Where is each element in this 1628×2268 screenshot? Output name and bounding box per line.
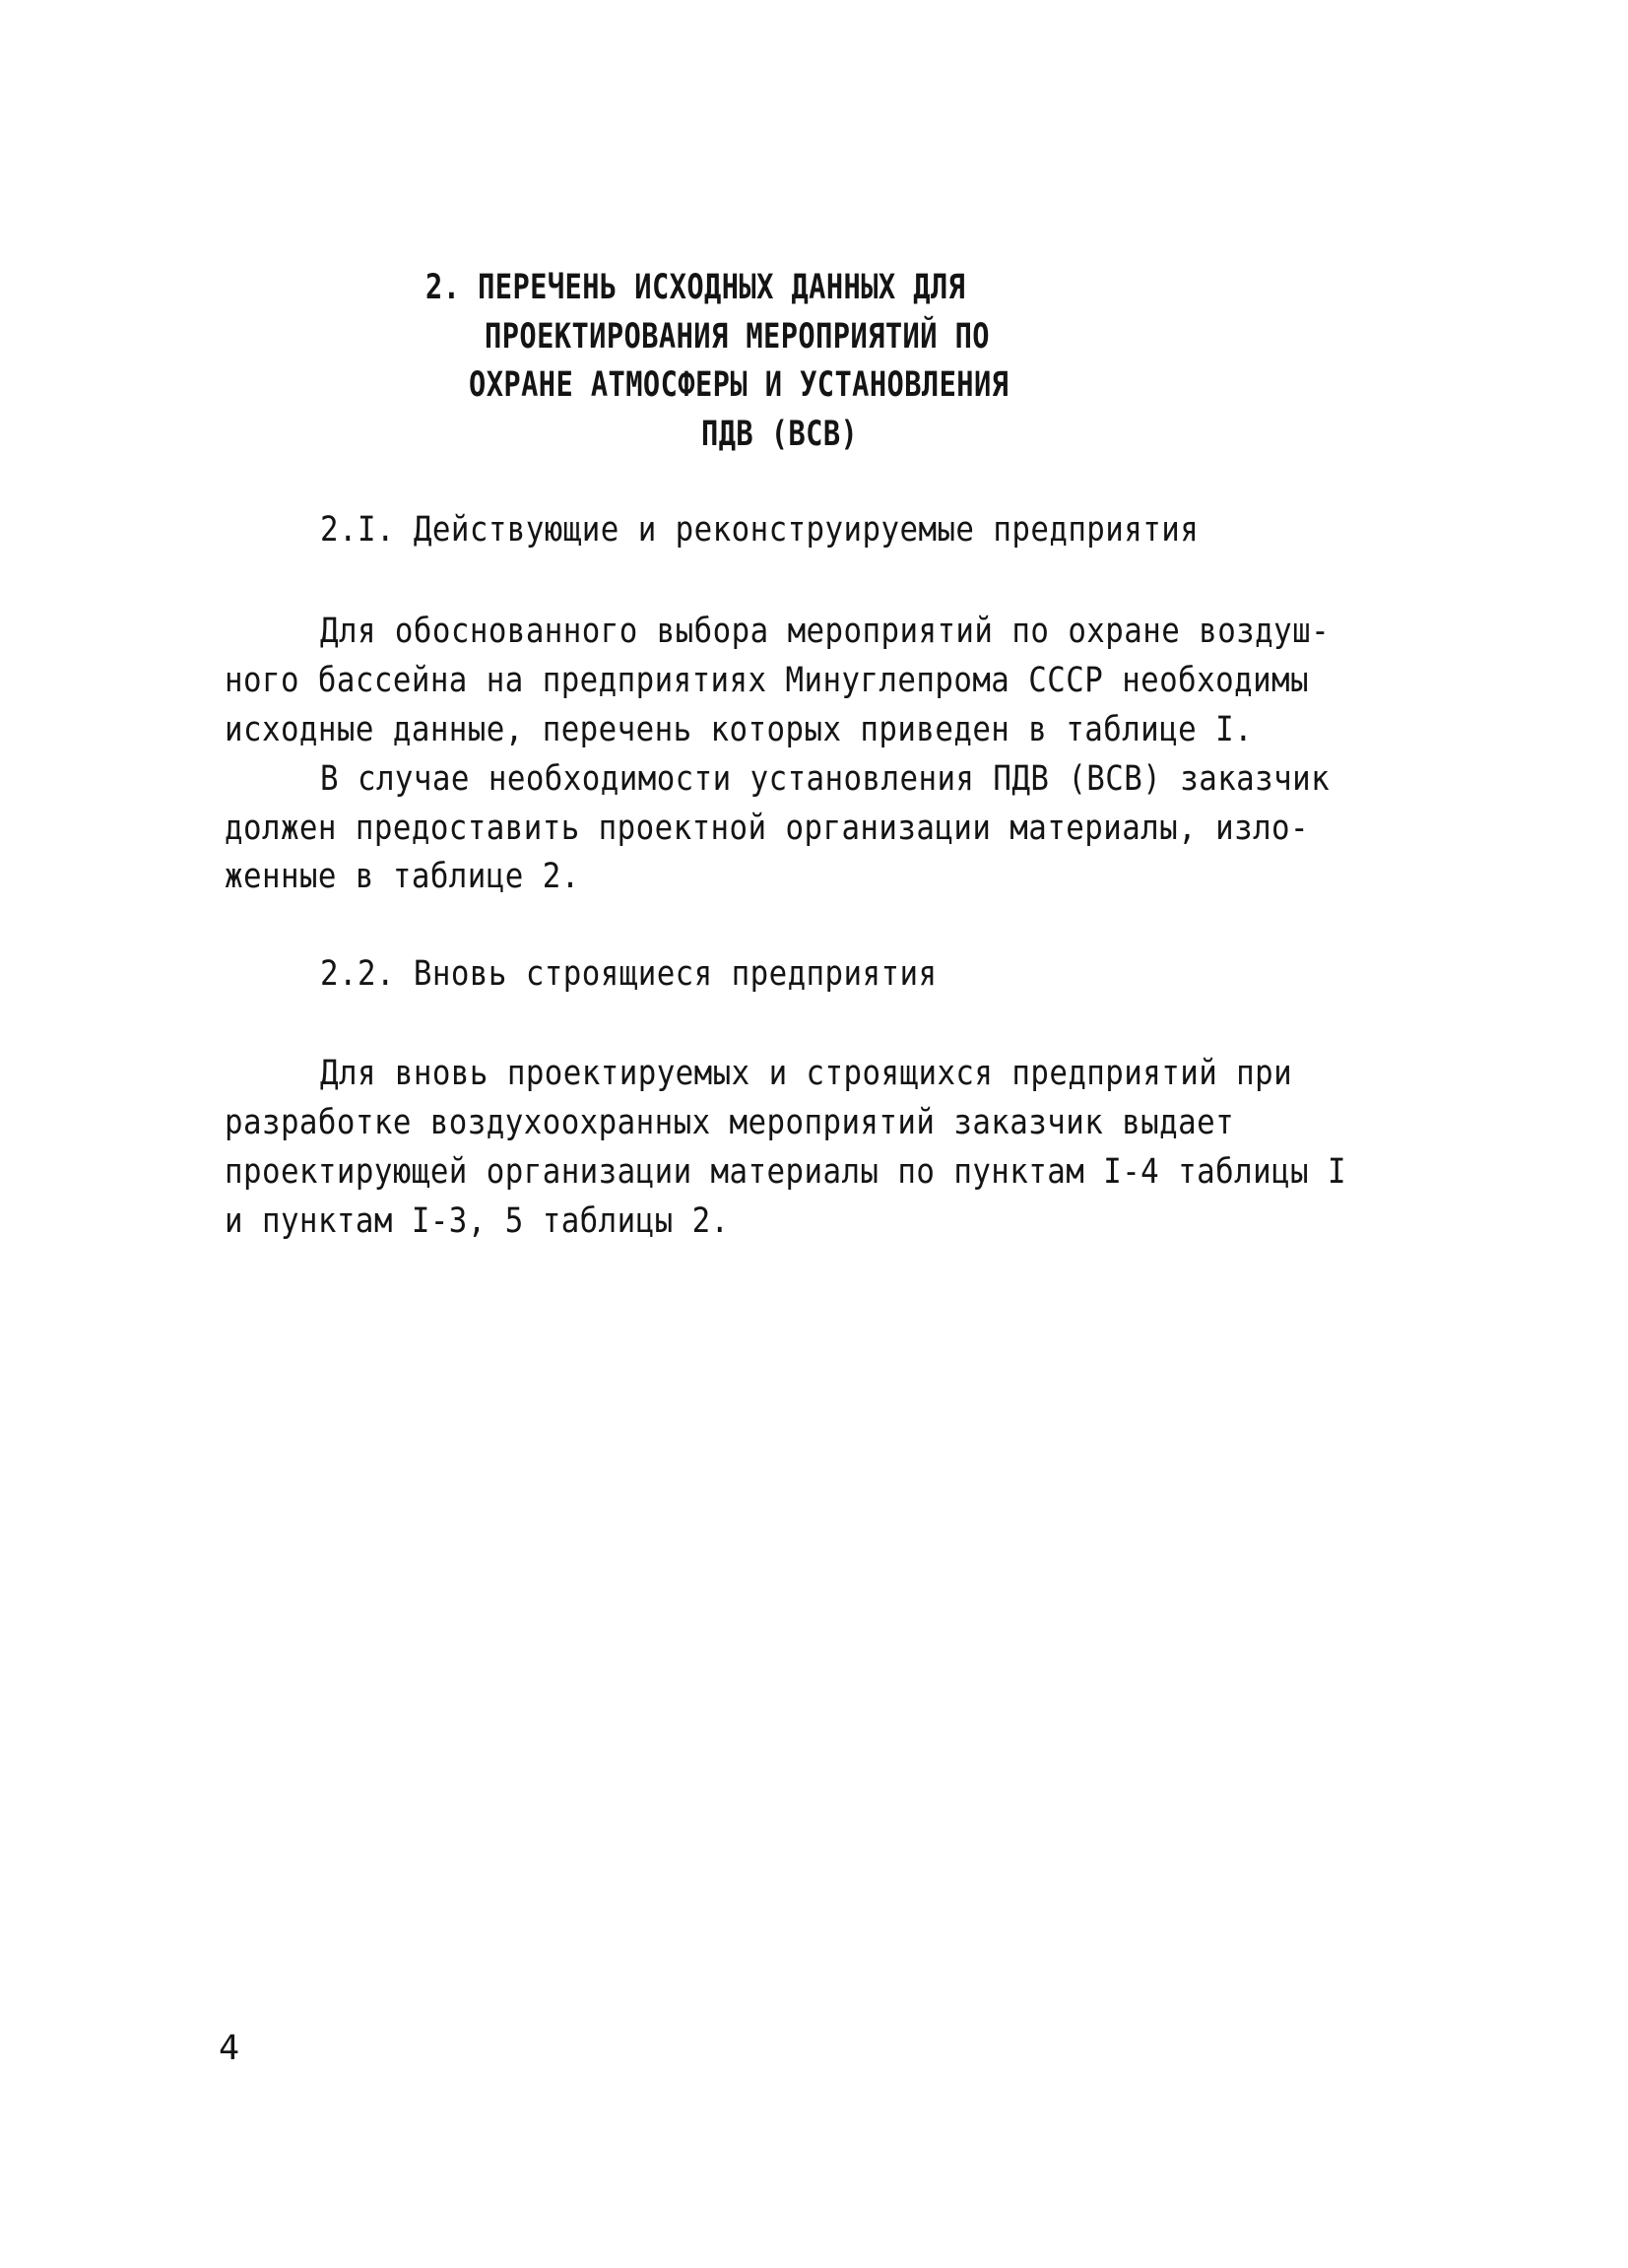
- paragraph-line: В случае необходимости установления ПДВ (ВСВ) заказчик: [320, 759, 1331, 799]
- paragraph-line: должен предоставить проектной организации материалы, изло-: [225, 809, 1310, 848]
- heading-line-1: 2. ПЕРЕЧЕНЬ ИСХОДНЫХ ДАННЫХ ДЛЯ: [425, 268, 966, 307]
- heading-line-3: ОХРАНЕ АТМОСФЕРЫ И УСТАНОВЛЕНИЯ: [469, 365, 1009, 405]
- paragraph-line: и пунктам I-3, 5 таблицы 2.: [225, 1201, 730, 1241]
- subsection-title-2-2: 2.2. Вновь строящиеся предприятия: [320, 954, 938, 994]
- heading-line-4: ПДВ (ВСВ): [701, 415, 859, 454]
- page-number: 4: [219, 2029, 240, 2068]
- subsection-title-2-1: 2.I. Действующие и реконструируемые предприятия: [320, 510, 1200, 550]
- heading-line-2: ПРОЕКТИРОВАНИЯ МЕРОПРИЯТИЙ ПО: [485, 317, 990, 356]
- paragraph-line: женные в таблице 2.: [225, 857, 580, 896]
- paragraph-line: исходные данные, перечень которых приведен в таблице I.: [225, 710, 1254, 749]
- paragraph-line: ного бассейна на предприятиях Минуглепрома СССР необходимы: [225, 661, 1310, 700]
- paragraph-line: проектирующей организации материалы по пунктам I-4 таблицы I: [225, 1152, 1346, 1192]
- paragraph-line: Для вновь проектируемых и строящихся предприятий при: [320, 1054, 1293, 1093]
- paragraph-line: разработке воздухоохранных мероприятий заказчик выдает: [225, 1103, 1235, 1142]
- paragraph-line: Для обоснованного выбора мероприятий по охране воздуш-: [320, 612, 1331, 651]
